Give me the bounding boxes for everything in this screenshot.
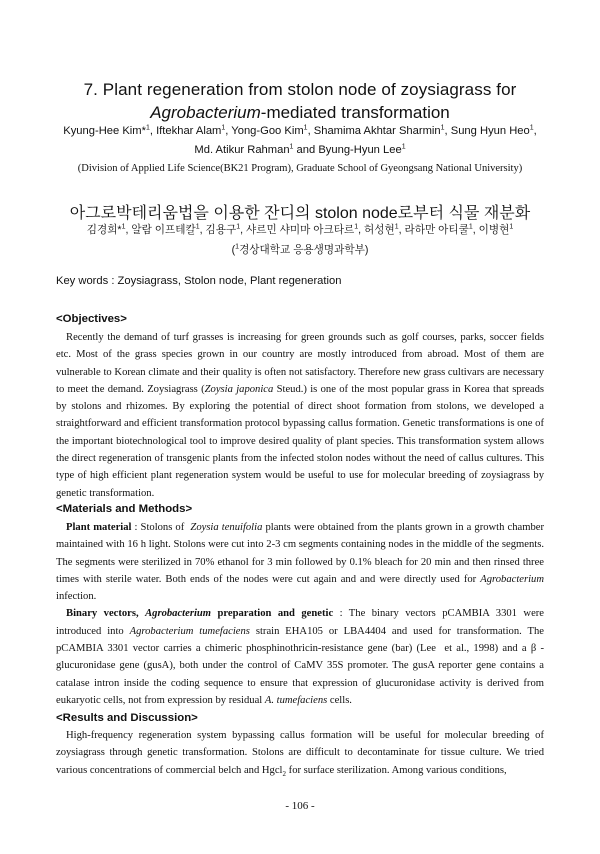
- title-line2-rest: -mediated transformation: [260, 103, 450, 122]
- methods-paragraph-binary-vectors: Binary vectors, Agrobacterium preparation and genetic : The binary vectors pCAMBIA 3301 were introduced into Agrobacterium tumefaciens strain EHA105 or LBA4404 and used for transformation. The pCAMBIA 3301 vector carries a chimeric phosphinothricin-resistance gene (bar) (Lee et al., 1998) and a β -glucuronidase gene (gusA), both under the control of CaMV 35S promoter. The gusA reporter gene contains a catalase intron inside the coding sequence to ensure that expression of glucuronidase activity is derived from eukaryotic cells, not from expression by residual A. tumefaciens cells.: [56, 608, 545, 706]
- page-number: - 106 -: [285, 800, 315, 812]
- affiliation: (Division of Applied Life Science(BK21 Program), Graduate School of Gyeongsang National University): [77, 163, 523, 174]
- methods-body: [56, 519, 544, 709]
- methods-heading: <Materials and Methods>: [56, 503, 193, 515]
- korean-affiliation: ($^1$경상대학교 응용생명과학부): [231, 243, 369, 256]
- korean-author-list: 김경희*$^1$, 알람 이프테칼$^1$, 김용구$^1$, 샤르민 샤미마 아크타르$^1$, 허성현$^1$, 라하만 아티쿨$^1$, 이병현$^1$: [86, 223, 514, 236]
- author-list-line1: Kyung-Hee Kim*$^1$, Iftekhar Alam$^1$, Yong-Goo Kim$^1$, Shamima Akhtar Sharmin$^1$, Sung Hyun Heo$^1$,: [63, 124, 537, 137]
- methods-paragraph-plant-material: Plant material : Stolons of Zoysia tenuifolia plants were obtained from the plants grown in a growth chamber maintained with 16 h light. Stolons were cut into 2-3 cm segments containing nodes in the middle of the segments. The segments were sterilized in 70% ethanol for 3 min followed by 0.1% bleach for 20 min and then rinsed three times with sterile water. Both ends of the nodes were cut again and and were directly used for Agrobacterium infection.: [56, 522, 544, 603]
- objectives-heading: <Objectives>: [56, 313, 127, 325]
- title-italic-term: Agrobacterium: [150, 103, 261, 122]
- results-heading: <Results and Discussion>: [56, 712, 198, 724]
- keywords: Key words : Zoysiagrass, Stolon node, Plant regeneration: [56, 275, 342, 287]
- results-paragraph: High-frequency regeneration system bypassing callus formation will be useful for molecular breeding of zoysiagrass through genetic transformation. Stolons are difficult to decontaminate for tissue culture. We tried various concentrations of commercial belch and Hgcl$_2$ for surface sterilization. Among various conditions,: [56, 730, 544, 778]
- results-body: [56, 727, 544, 779]
- author-list-line2: Md. Atikur Rahman$^1$ and Byung-Hyun Lee$^1$: [194, 143, 406, 156]
- paper-title-line1: 7. Plant regeneration from stolon node of zoysiagrass for: [83, 80, 517, 99]
- korean-title: 아그로박테리움법을 이용한 잔디의 stolon node로부터 식물 재분화: [69, 205, 531, 222]
- objectives-body: [56, 329, 544, 502]
- objectives-paragraph: Recently the demand of turf grasses is increasing for green grounds such as golf courses, parks, soccer fields etc. Most of the grass species grown in our country are mostly introduced from abroad. Most of them are vulnerable to Korean climate and their quality is often not satisfactory. Therefore new grass cultivars are necessary to meet the demand. Zoysiagrass (Zoysia japonica Steud.) is one of the most popular grass in Korea that spreads by stolons and rhizomes. By exploring the potential of direct shoot formation from stolons, we developed a straightforward and efficient transformation protocol bypassing callus formation. Genetic transformations is one of the important biotechnological tool to improve desired quality of plant species. This transformation system allows the direct regeneration of transgenic plants from the infected stolon nodes without the need of callus cultures. This type of high efficient plant regeneration system would be useful to use for molecular breeding of zoysiagrass by genetic transformation.: [56, 332, 544, 499]
- paper-title-line2: [0, 103, 600, 123]
